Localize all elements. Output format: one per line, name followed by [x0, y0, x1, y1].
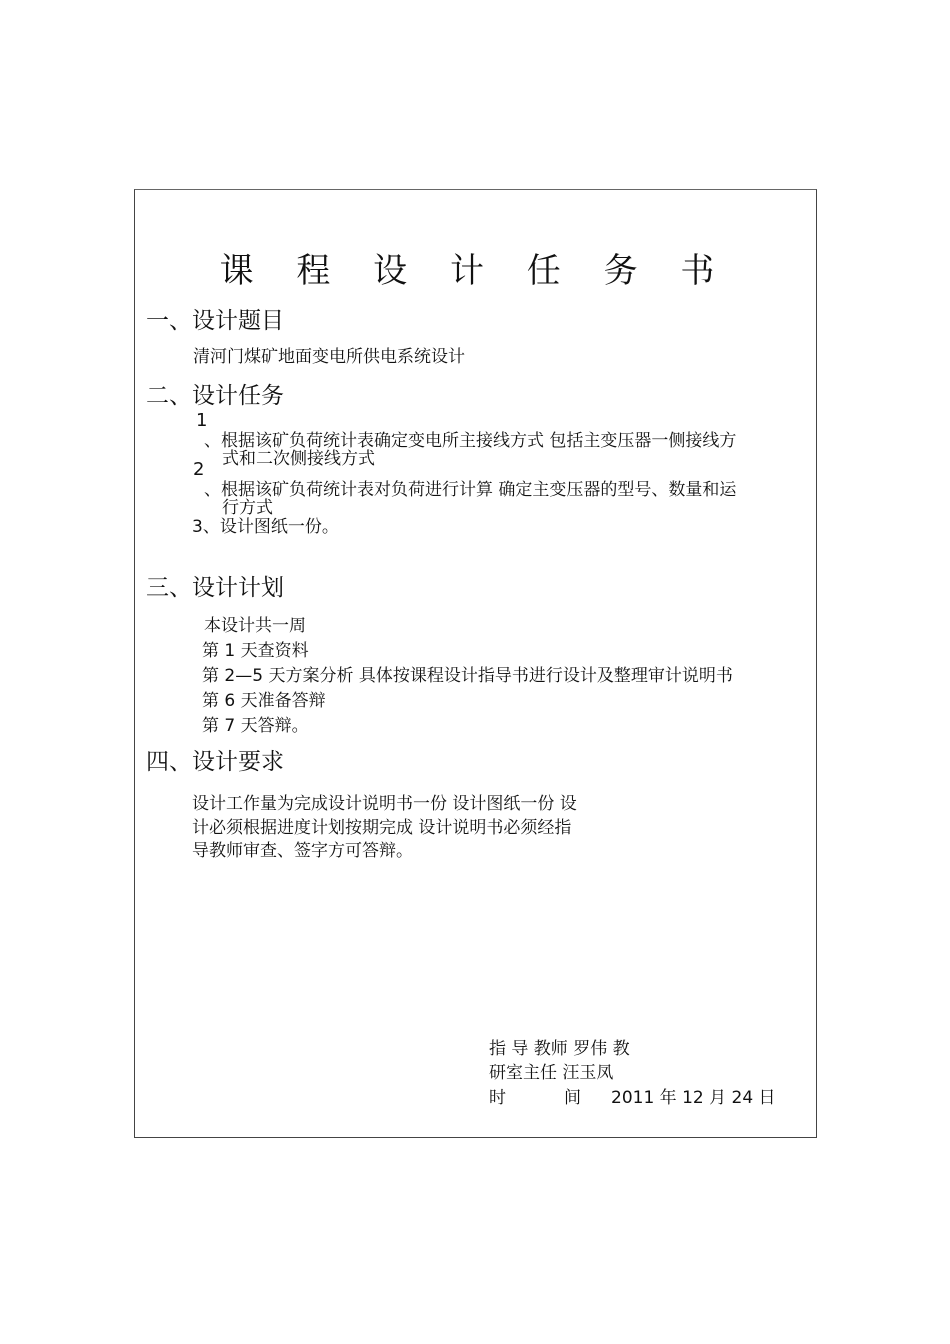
design-topic: 清河门煤矿地面变电所供电系统设计	[193, 347, 465, 367]
time-label-2: 间	[564, 1088, 581, 1108]
requirement-line-3: 导教师审查、签字方可答辩。	[192, 841, 413, 861]
director-line: 研室主任 汪玉凤	[489, 1063, 614, 1083]
task-2-line-1: 、根据该矿负荷统计表对负荷进行计算 确定主变压器的型号、数量和运	[204, 480, 737, 500]
requirement-line-1: 设计工作量为完成设计说明书一份 设计图纸一份 设	[192, 794, 577, 814]
requirement-line-2: 计必须根据进度计划按期完成 设计说明书必须经指	[192, 818, 572, 838]
plan-line-3: 第 2—5 天方案分析 具体按课程设计指导书进行设计及整理审计说明书	[202, 666, 733, 686]
task-1-line-1: 、根据该矿负荷统计表确定变电所主接线方式 包括主变压器一侧接线方	[204, 431, 737, 451]
section-4-heading: 四、设计要求	[146, 749, 284, 775]
task-1-line-2: 式和二次侧接线方式	[222, 449, 375, 469]
task-2-number: 2	[193, 459, 205, 480]
advisor-line: 指 导 教师 罗伟 教	[489, 1039, 630, 1059]
plan-line-4: 第 6 天准备答辩	[202, 691, 326, 711]
task-3	[192, 512, 339, 537]
plan-line-5: 第 7 天答辩。	[202, 716, 309, 736]
plan-line-2: 第 1 天查资料	[202, 641, 309, 661]
task-2-line-2: 行方式	[222, 498, 273, 518]
section-2-heading: 二、设计任务	[146, 383, 284, 409]
document-title: 课 程 设 计 任 务 书	[219, 251, 731, 291]
task-3-text: 、设计图纸一份。	[202, 517, 339, 537]
section-3-heading: 三、设计计划	[146, 575, 284, 601]
plan-line-1: 本设计共一周	[204, 616, 306, 636]
time-label-1: 时	[489, 1088, 506, 1108]
date-value: 2011 年 12 月 24 日	[611, 1088, 776, 1108]
task-3-number: 3	[192, 517, 203, 537]
task-1-number: 1	[196, 410, 208, 431]
section-1-heading: 一、设计题目	[146, 308, 284, 334]
